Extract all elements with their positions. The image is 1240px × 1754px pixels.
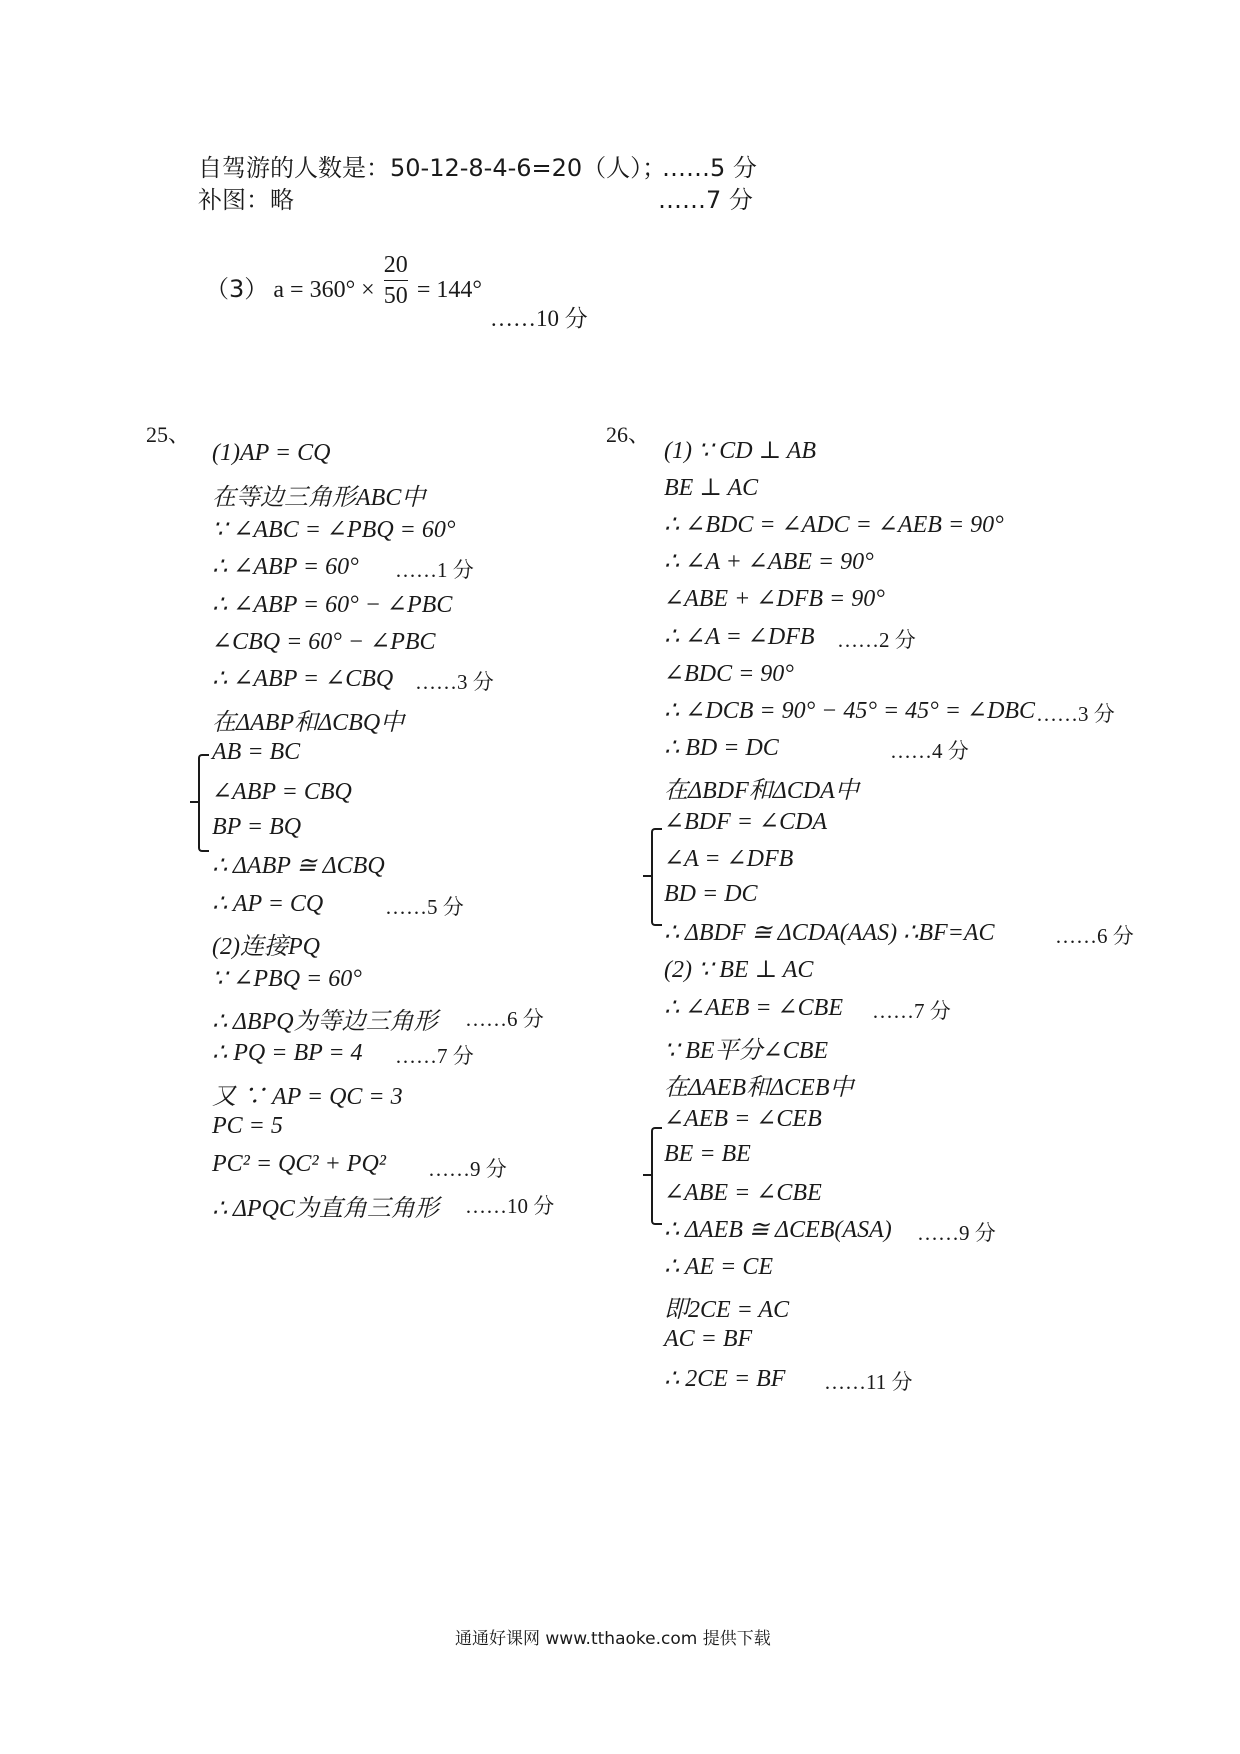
q25-line: 在ΔABP和ΔCBQ中: [212, 710, 405, 736]
q25-line-score: ……7 分: [395, 1044, 474, 1068]
brace-q25: [198, 754, 209, 852]
q26-line: ∴ BD = DC: [664, 735, 779, 761]
q25-line: PC = 5: [212, 1113, 283, 1139]
fraction-denominator: 50: [383, 283, 408, 309]
q25-line: ∵ ∠PBQ = 60°: [212, 966, 362, 992]
q26-line: ∴ ∠BDC = ∠ADC = ∠AEB = 90°: [664, 512, 1004, 538]
question-26-number: 26、: [606, 422, 651, 447]
q26-line: ∠BDC = 90°: [664, 661, 794, 687]
fraction-numerator: 20: [384, 250, 408, 281]
q25-line: ∠CBQ = 60° − ∠PBC: [212, 629, 436, 655]
q26-line-score: ……7 分: [872, 999, 951, 1023]
q26-line: ∴ ∠A = ∠DFB: [664, 624, 815, 650]
q25-line: (2)连接PQ: [212, 934, 320, 960]
brace-tip-q25: [190, 801, 198, 803]
q26-line-score: ……2 分: [837, 628, 916, 652]
q25-line: ∴ ∠ABP = ∠CBQ: [212, 666, 394, 692]
part3-lhs: a = 360° ×: [273, 277, 375, 303]
q25-line-score: ……9 分: [428, 1157, 507, 1181]
q25-line: ∵ ∠ABC = ∠PBQ = 60°: [212, 517, 456, 543]
q25-line: ∴ ΔPQC为直角三角形: [212, 1196, 439, 1222]
q26-line: 在ΔBDF和ΔCDA中: [664, 778, 859, 804]
q25-line-score: ……10 分: [465, 1194, 555, 1218]
q26-line: ∴ ∠AEB = ∠CBE: [664, 995, 843, 1021]
question-25-number: 25、: [146, 422, 191, 447]
q25-line: ∴ AP = CQ: [212, 891, 324, 917]
q26-line: BE = BE: [664, 1141, 751, 1167]
q26-line-score: ……6 分: [1055, 924, 1134, 948]
q25-line: AB = BC: [212, 739, 301, 765]
q26-line: ∴ AE = CE: [664, 1254, 774, 1280]
q26-line-score: ……3 分: [1036, 702, 1115, 726]
q25-line: ∠ABP = CBQ: [212, 779, 352, 805]
q25-line: ∴ ∠ABP = 60° − ∠PBC: [212, 592, 453, 618]
q26-line-score: ……9 分: [917, 1221, 996, 1245]
q26-line: ∴ ∠DCB = 90° − 45° = 45° = ∠DBC: [664, 698, 1036, 724]
top-line-2: 补图：略: [198, 186, 294, 214]
q26-line: ∵ BE平分∠CBE: [664, 1038, 829, 1064]
brace-tip-q26-a: [643, 875, 651, 877]
q26-line: (1) ∵ CD ⊥ AB: [664, 438, 817, 464]
q25-line: 在等边三角形ABC中: [212, 485, 426, 511]
q25-line: ∴ PQ = BP = 4: [212, 1040, 363, 1066]
top-line-2-score: ……7 分: [658, 186, 753, 214]
q26-line: ∠AEB = ∠CEB: [664, 1106, 822, 1132]
q26-line: 即2CE = AC: [664, 1297, 790, 1323]
q26-line: ∴ ΔAEB ≅ ΔCEB(ASA): [664, 1217, 892, 1243]
q25-line: ∴ ΔBPQ为等边三角形: [212, 1009, 438, 1035]
q26-line: ∠ABE + ∠DFB = 90°: [664, 586, 885, 612]
part3-rhs: = 144°: [416, 277, 483, 303]
q25-line: 又 ∵ AP = QC = 3: [212, 1084, 403, 1110]
q25-line: ∴ ΔABP ≅ ΔCBQ: [212, 853, 385, 879]
q25-line: PC² = QC² + PQ²: [212, 1151, 386, 1177]
q25-line-score: ……1 分: [395, 558, 474, 582]
fraction: [384, 250, 408, 311]
q25-line-score: ……5 分: [385, 895, 464, 919]
q26-line: AC = BF: [664, 1326, 753, 1352]
q26-line: ∴ 2CE = BF: [664, 1366, 786, 1392]
top-line-1-score: ……5 分: [662, 154, 757, 182]
part3-score: ……10 分: [490, 306, 588, 331]
top-line-1: 自驾游的人数是：50-12-8-4-6=20（人）；: [198, 154, 667, 182]
q25-line-score: ……3 分: [415, 670, 494, 694]
q26-line: 在ΔAEB和ΔCEB中: [664, 1075, 854, 1101]
q25-line: BP = BQ: [212, 814, 302, 840]
q26-line: ∴ ∠A + ∠ABE = 90°: [664, 549, 874, 575]
q25-line: ∴ ∠ABP = 60°: [212, 554, 359, 580]
q26-line: BD = DC: [664, 881, 758, 907]
q26-line: BE ⊥ AC: [664, 475, 759, 501]
part3-formula: [205, 252, 483, 323]
footer-source: 通通好课网 www.tthaoke.com 提供下载: [455, 1629, 771, 1649]
q26-line-score: ……4 分: [890, 739, 969, 763]
q26-line: ∠A = ∠DFB: [664, 846, 794, 872]
q26-line: ∠BDF = ∠CDA: [664, 809, 828, 835]
q25-line-score: ……6 分: [465, 1007, 544, 1031]
q26-line: ∠ABE = ∠CBE: [664, 1180, 822, 1206]
brace-q26-a: [651, 828, 662, 926]
part3-label: （3）: [205, 275, 269, 303]
q26-line: (2) ∵ BE ⊥ AC: [664, 957, 814, 983]
q26-line: ∴ ΔBDF ≅ ΔCDA(AAS) ∴BF=AC: [664, 920, 995, 946]
q26-line-score: ……11 分: [824, 1370, 913, 1394]
brace-q26-b: [651, 1127, 662, 1225]
q25-line: (1)AP = CQ: [212, 440, 331, 466]
brace-tip-q26-b: [643, 1174, 651, 1176]
